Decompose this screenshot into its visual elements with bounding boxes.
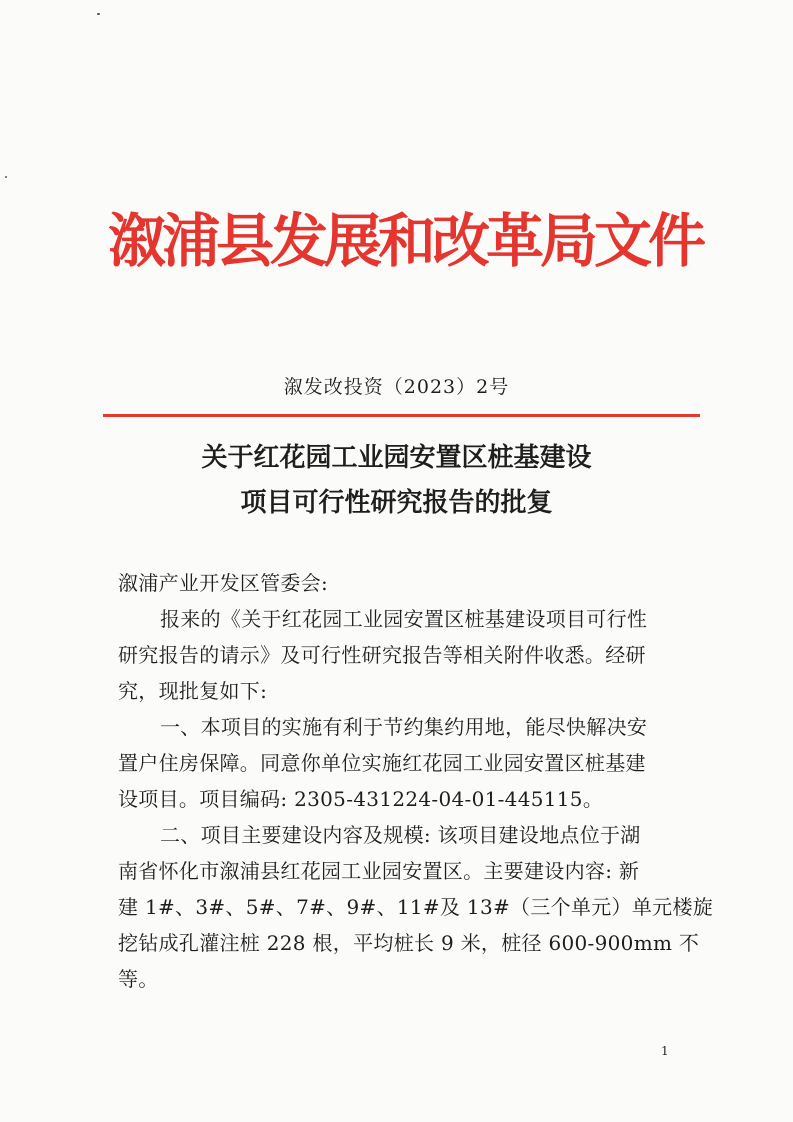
body-line: 挖钻成孔灌注桩 228 根，平均桩长 9 米，桩径 600-900mm 不 — [118, 931, 700, 955]
body-text — [118, 565, 714, 997]
body-line: 等。 — [118, 967, 159, 991]
body-line: 二、项目主要建设内容及规模: 该项目建设地点位于湖 — [160, 823, 641, 847]
issuer-header: 溆浦县发展和改革局文件 — [108, 207, 703, 275]
document-title — [0, 436, 793, 526]
body-line: 一、本项目的实施有利于节约集约用地，能尽快解决安 — [160, 715, 648, 739]
red-divider — [103, 414, 700, 417]
title-line-2: 项目可行性研究报告的批复 — [240, 488, 553, 518]
body-line: 建 1#、3#、5#、7#、9#、11#及 13#（三个单元）单元楼旋 — [118, 895, 714, 919]
body-line: 南省怀化市溆浦县红花园工业园安置区。主要建设内容: 新 — [118, 859, 640, 883]
document-number: 溆发改投资（2023）2号 — [283, 376, 510, 398]
page-number: 1 — [661, 1044, 669, 1058]
addressee: 溆浦产业开发区管委会: — [118, 571, 329, 595]
body-line: 置户住房保障。同意你单位实施红花园工业园安置区桩基建 — [118, 751, 646, 775]
scan-speck — [97, 13, 100, 15]
body-line: 研究报告的请示》及可行性研究报告等相关附件收悉。经研 — [118, 643, 646, 667]
body-line: 设项目。项目编码: 2305-431224-04-01-445115。 — [118, 787, 604, 811]
body-line: 报来的《关于红花园工业园安置区桩基建设项目可行性 — [160, 607, 648, 631]
title-line-1: 关于红花园工业园安置区桩基建设 — [201, 443, 592, 473]
body-line: 究，现批复如下: — [118, 679, 268, 703]
scan-speck — [5, 176, 7, 178]
